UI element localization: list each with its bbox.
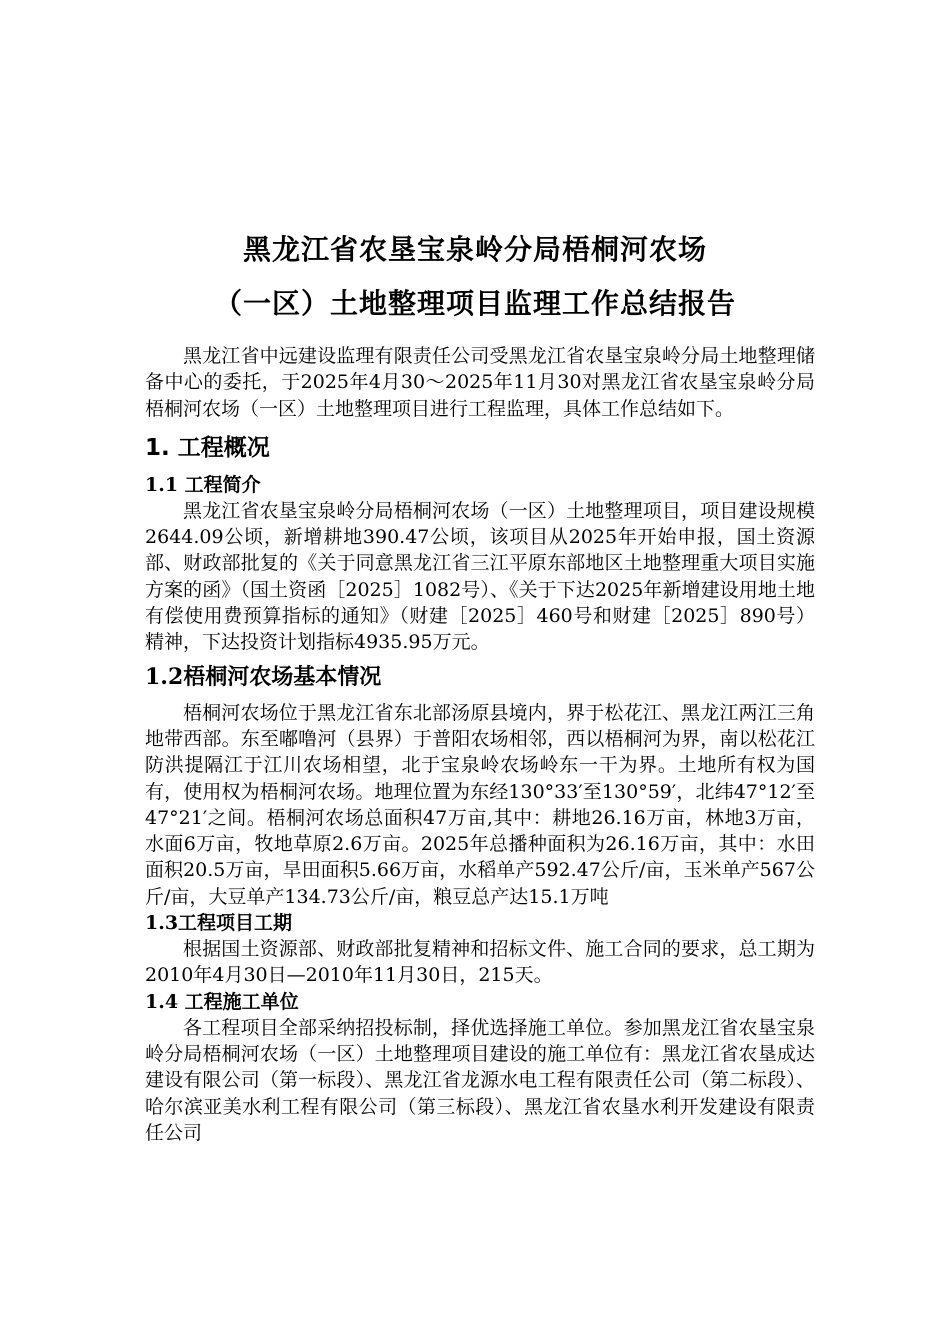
document-title-line-1: 黑龙江省农垦宝泉岭分局梧桐河农场: [242, 233, 707, 266]
document-body: [145, 343, 815, 1146]
section-heading-overview: 1. 工程概况: [145, 434, 270, 461]
contractors-paragraph: 各工程项目全部采纳招投标制，择优选择施工单位。参加黑龙江省农垦宝泉岭分局梧桐河农场（一区）土地整理项目建设的施工单位有：黑龙江省农垦成达建设有限公司（第一标段）、黑龙江省龙源水电工程有限责任公司（第二标段）、哈尔滨亚美水利工程有限公司（第三标段）、黑龙江省农垦水利开发建设有限责任公司: [145, 1016, 815, 1144]
schedule-paragraph: 根据国土资源部、财政部批复精神和招标文件、施工合同的要求，总工期为2010年4月30日—2010年11月30日，215天。: [145, 938, 815, 987]
intro-paragraph: 黑龙江省中远建设监理有限责任公司受黑龙江省农垦宝泉岭分局土地整理储备中心的委托，于2025年4月30～2025年11月30对黑龙江省农垦宝泉岭分局梧桐河农场（一区）土地整理项目进行工程监理，具体工作总结如下。: [145, 345, 815, 420]
subsection-heading-schedule: 1.3工程项目工期: [145, 912, 293, 935]
farm-info-paragraph: 梧桐河农场位于黑龙江省东北部汤原县境内，界于松花江、黑龙江两江三角地带西部。东至嘟噜河（县界）于普阳农场相邻，西以梧桐河为界，南以松花江防洪提隔江于江川农场相望，北于宝泉岭农场岭东一干为界。土地所有权为国有，使用权为梧桐河农场。地理位置为东经130°33′至130°59′，北纬47°12′至47°21′之间。梧桐河农场总面积47万亩,其中：耕地26.16万亩，林地3万亩，水面6万亩，牧地草原2.6万亩。2025年总播种面积为26.16万亩，其中：水田面积20.5万亩，旱田面积5.66万亩，水稻单产592.47公斤/亩，玉米单产567公斤/亩，大豆单产134.73公斤/亩，粮豆总产达15.1万吨: [145, 701, 815, 908]
document-title-line-2: （一区）土地整理项目监理工作总结报告: [213, 287, 736, 320]
subsection-heading-farm-info: 1.2梧桐河农场基本情况: [145, 663, 382, 690]
subsection-heading-project-intro: 1.1 工程简介: [145, 473, 261, 496]
subsection-heading-contractors: 1.4 工程施工单位: [145, 990, 299, 1013]
project-intro-paragraph: 黑龙江省农垦宝泉岭分局梧桐河农场（一区）土地整理项目，项目建设规模2644.09公顷，新增耕地390.47公顷，该项目从2025年开始申报，国土资源部、财政部批复的《关于同意黑龙江省三江平原东部地区土地整理重大项目实施方案的函》（国土资函［2025］1082号）、《关于下达2025年新增建设用地土地有偿使用费预算指标的通知》（财建［2025］460号和财建［2025］890号）精神，下达投资计划指标4935.95万元。: [145, 499, 815, 654]
